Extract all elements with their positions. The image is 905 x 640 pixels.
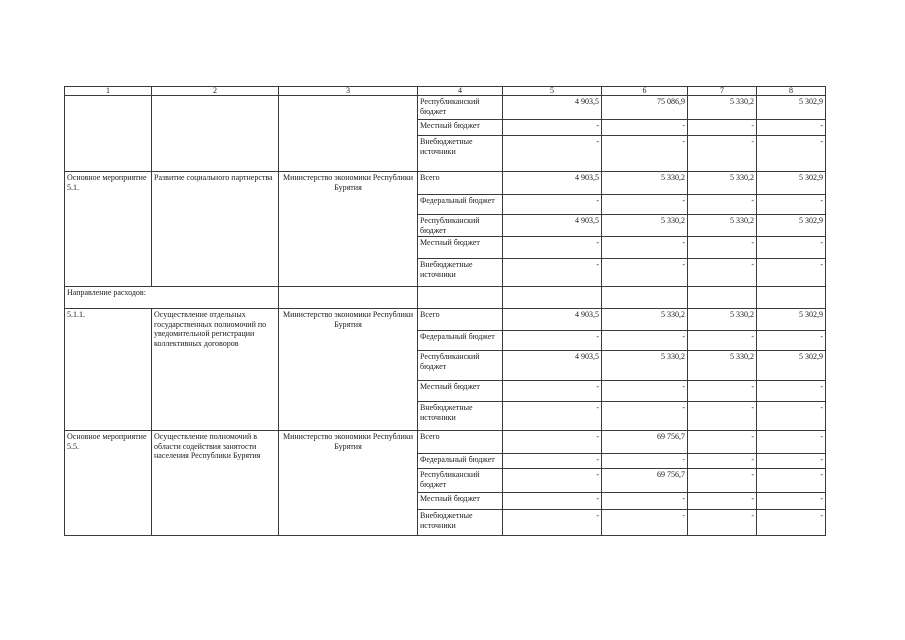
value-cell: -	[602, 510, 688, 536]
value-cell: -	[503, 402, 602, 431]
value-cell: 69 756,7	[602, 431, 688, 454]
header-col-3: 3	[279, 87, 418, 96]
value-cell: -	[503, 431, 602, 454]
table-row	[65, 96, 826, 120]
value-cell: 4 903,5	[503, 96, 602, 120]
value-cell: -	[688, 120, 757, 136]
event-code: Основное мероприятие 5.1.	[65, 172, 152, 287]
value-cell: 5 330,2	[602, 172, 688, 195]
value-cell: -	[503, 237, 602, 259]
value-cell: 4 903,5	[503, 351, 602, 381]
value-cell: 5 330,2	[688, 215, 757, 237]
funding-source: Республиканский бюджет	[418, 469, 503, 493]
value-cell: -	[602, 237, 688, 259]
value-cell: -	[602, 120, 688, 136]
value-cell: -	[503, 136, 602, 172]
funding-source: Всего	[418, 309, 503, 331]
header-col-8: 8	[757, 87, 826, 96]
header-row	[65, 87, 826, 96]
event-name	[152, 96, 279, 172]
value-cell: -	[688, 510, 757, 536]
value-cell: 75 086,9	[602, 96, 688, 120]
header-col-1: 1	[65, 87, 152, 96]
funding-source: Федеральный бюджет	[418, 195, 503, 215]
header-col-7: 7	[688, 87, 757, 96]
value-cell: -	[757, 381, 826, 402]
table-row	[65, 309, 826, 331]
value-cell: -	[503, 454, 602, 469]
event-code	[65, 96, 152, 172]
value-cell: -	[757, 120, 826, 136]
value-cell: 5 302,9	[757, 351, 826, 381]
value-cell: -	[688, 402, 757, 431]
value-cell: -	[688, 136, 757, 172]
value-cell: -	[602, 136, 688, 172]
value-cell: -	[757, 136, 826, 172]
funding-source: Внебюджетные источники	[418, 136, 503, 172]
empty-cell	[688, 287, 757, 309]
value-cell: -	[688, 469, 757, 493]
event-name: Осуществление отдельных государственных полномочий по уведомительной регистрации коллективных договоров	[152, 309, 279, 431]
funding-source: Местный бюджет	[418, 237, 503, 259]
value-cell: -	[602, 259, 688, 287]
funding-source: Республиканский бюджет	[418, 96, 503, 120]
header-col-4: 4	[418, 87, 503, 96]
empty-cell	[418, 287, 503, 309]
value-cell: -	[602, 381, 688, 402]
value-cell: 5 302,9	[757, 215, 826, 237]
value-cell: -	[757, 454, 826, 469]
value-cell: -	[503, 120, 602, 136]
responsible-executor: Министерство экономики Республики Бурятия	[279, 309, 418, 431]
section-row	[65, 287, 826, 309]
value-cell: -	[503, 381, 602, 402]
value-cell: -	[757, 469, 826, 493]
empty-cell	[279, 287, 418, 309]
responsible-executor	[279, 96, 418, 172]
value-cell: -	[503, 195, 602, 215]
value-cell: -	[503, 331, 602, 351]
value-cell: -	[757, 431, 826, 454]
event-code: 5.1.1.	[65, 309, 152, 431]
value-cell: -	[602, 402, 688, 431]
value-cell: 5 330,2	[602, 215, 688, 237]
funding-source: Внебюджетные источники	[418, 510, 503, 536]
value-cell: 5 330,2	[602, 309, 688, 331]
funding-source: Местный бюджет	[418, 381, 503, 402]
value-cell: 5 330,2	[688, 351, 757, 381]
table-row	[65, 172, 826, 195]
funding-source: Республиканский бюджет	[418, 351, 503, 381]
funding-source: Местный бюджет	[418, 493, 503, 510]
value-cell: -	[503, 510, 602, 536]
value-cell: -	[688, 381, 757, 402]
funding-source: Внебюджетные источники	[418, 259, 503, 287]
value-cell: -	[602, 493, 688, 510]
event-name: Развитие социального партнерства	[152, 172, 279, 287]
header-col-6: 6	[602, 87, 688, 96]
value-cell: -	[688, 431, 757, 454]
value-cell: -	[688, 195, 757, 215]
value-cell: 5 330,2	[602, 351, 688, 381]
event-code: Основное мероприятие 5.5.	[65, 431, 152, 536]
value-cell: -	[688, 259, 757, 287]
value-cell: -	[503, 469, 602, 493]
budget-table	[64, 86, 826, 536]
value-cell: 5 302,9	[757, 96, 826, 120]
value-cell: 5 302,9	[757, 172, 826, 195]
value-cell: -	[688, 493, 757, 510]
value-cell: -	[602, 195, 688, 215]
table-row	[65, 431, 826, 454]
value-cell: 4 903,5	[503, 309, 602, 331]
value-cell: -	[757, 510, 826, 536]
value-cell: -	[503, 493, 602, 510]
funding-source: Внебюджетные источники	[418, 402, 503, 431]
responsible-executor: Министерство экономики Республики Бурятия	[279, 172, 418, 287]
funding-source: Местный бюджет	[418, 120, 503, 136]
responsible-executor: Министерство экономики Республики Бурятия	[279, 431, 418, 536]
funding-source: Федеральный бюджет	[418, 454, 503, 469]
value-cell: -	[757, 331, 826, 351]
value-cell: -	[688, 454, 757, 469]
value-cell: -	[602, 454, 688, 469]
value-cell: -	[688, 237, 757, 259]
event-name: Осуществление полномочий в области содействия занятости населения Республики Бурятия	[152, 431, 279, 536]
funding-source: Федеральный бюджет	[418, 331, 503, 351]
value-cell: -	[602, 331, 688, 351]
value-cell: -	[757, 259, 826, 287]
header-col-5: 5	[503, 87, 602, 96]
value-cell: -	[757, 237, 826, 259]
funding-source: Всего	[418, 172, 503, 195]
value-cell: 5 330,2	[688, 309, 757, 331]
value-cell: 5 330,2	[688, 172, 757, 195]
funding-source: Республиканский бюджет	[418, 215, 503, 237]
empty-cell	[757, 287, 826, 309]
value-cell: 5 330,2	[688, 96, 757, 120]
value-cell: -	[757, 195, 826, 215]
section-title: Направление расходов:	[65, 287, 279, 309]
value-cell: 69 756,7	[602, 469, 688, 493]
funding-source: Всего	[418, 431, 503, 454]
value-cell: -	[503, 259, 602, 287]
value-cell: 5 302,9	[757, 309, 826, 331]
value-cell: -	[757, 402, 826, 431]
header-col-2: 2	[152, 87, 279, 96]
value-cell: -	[688, 331, 757, 351]
empty-cell	[602, 287, 688, 309]
value-cell: -	[757, 493, 826, 510]
value-cell: 4 903,5	[503, 172, 602, 195]
empty-cell	[503, 287, 602, 309]
value-cell: 4 903,5	[503, 215, 602, 237]
